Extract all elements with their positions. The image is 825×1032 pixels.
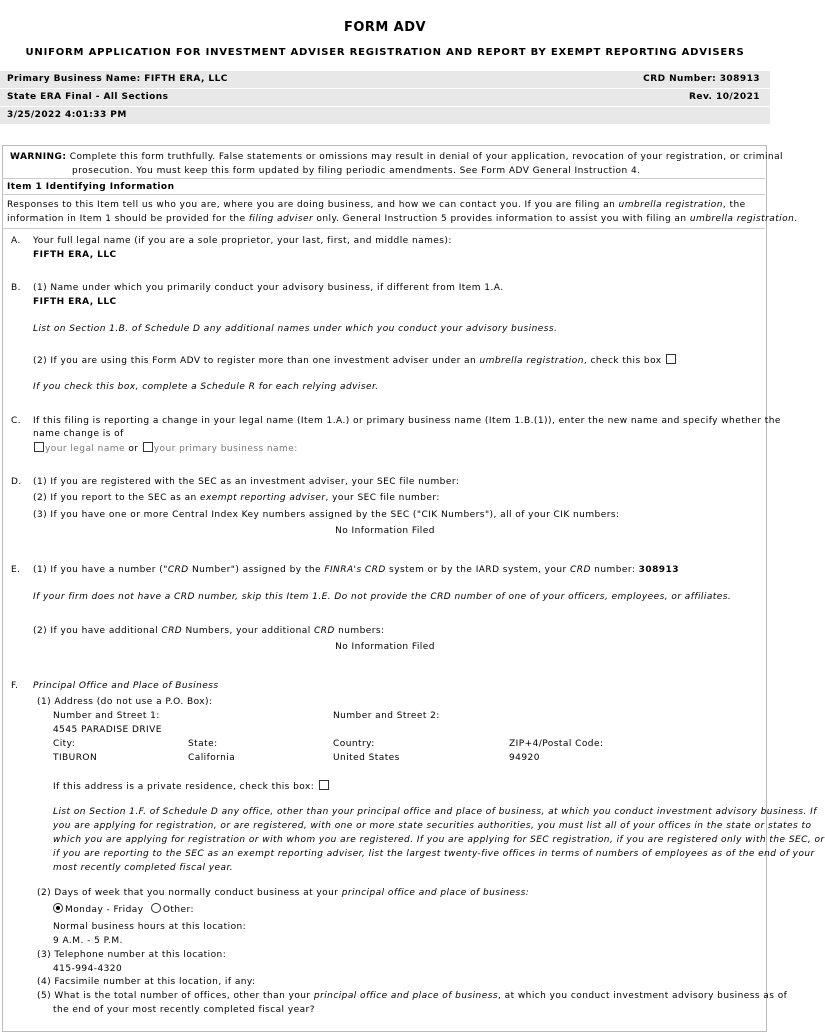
section-c-options <box>33 442 298 454</box>
hours-value: 9 A.M. - 5 P.M. <box>53 936 123 946</box>
street1-label: Number and Street 1: <box>53 711 160 721</box>
question-text: , at which you conduct investment advisory business as of <box>497 991 788 1001</box>
warning-line-2: prosecution. You must keep this form updated by filing periodic amendments. See Form ADV General Instruction 4. <box>72 166 641 176</box>
section-e-question-1 <box>33 565 679 575</box>
section-f-note-line-4: if you are reporting to the SEC as an exempt reporting adviser, list the largest twenty-five offices in terms of numbers of employees as of the end of your <box>53 849 815 859</box>
intro-emphasis: filing adviser <box>248 214 314 224</box>
question-text: (2) If you report to the SEC as an <box>33 493 201 503</box>
warning-label: WARNING: <box>10 152 67 162</box>
divider <box>2 194 765 195</box>
question-text: system or by the IARD system, your <box>385 565 571 575</box>
item1-heading: Item 1 Identifying Information <box>7 182 175 192</box>
question-emphasis: CRD <box>161 626 183 636</box>
question-text: (5) What is the total number of offices, other than your <box>37 991 314 1001</box>
other-days-radio[interactable] <box>151 903 161 913</box>
offices-question <box>37 991 787 1001</box>
section-f-note-line-5: most recently completed fiscal year. <box>53 863 234 873</box>
monday-friday-label: Monday - Friday <box>65 905 144 915</box>
hours-label: Normal business hours at this location: <box>53 922 247 932</box>
street2-label: Number and Street 2: <box>333 711 440 721</box>
question-text: (2) If you have additional <box>33 626 162 636</box>
other-days-label: Other: <box>162 905 194 915</box>
section-b-note-2: If you check this box, complete a Schedule R for each relying adviser. <box>33 382 379 392</box>
section-b-question-1: (1) Name under which you primarily conduct your advisory business, if different from Item 1.A. <box>33 283 504 293</box>
question-emphasis: principal office and place of business <box>313 991 498 1001</box>
question-text: numbers: <box>334 626 385 636</box>
country-label: Country: <box>333 739 375 749</box>
private-residence-question <box>53 780 330 792</box>
question-text: number: <box>590 565 639 575</box>
filing-type: State ERA Final - All Sections <box>7 92 169 102</box>
warning-line-1 <box>10 152 783 162</box>
section-b-question-2 <box>33 354 677 366</box>
header-row-business <box>0 71 770 88</box>
section-c-line-2: name change is of <box>33 429 124 439</box>
question-text: , your SEC file number: <box>325 493 440 503</box>
business-name-change-checkbox[interactable] <box>143 442 153 452</box>
timestamp: 3/25/2022 4:01:33 PM <box>7 110 127 120</box>
section-e-question-2 <box>33 626 385 636</box>
section-d-question-1: (1) If you are registered with the SEC as an investment adviser, your SEC file number: <box>33 477 460 487</box>
section-c-letter: C. <box>11 416 22 426</box>
header-row-filing <box>0 89 770 106</box>
question-emphasis: CRD <box>167 565 189 575</box>
legal-name-value: FIFTH ERA, LLC <box>33 250 117 260</box>
question-text: Numbers, your additional <box>182 626 314 636</box>
form-subtitle: UNIFORM APPLICATION FOR INVESTMENT ADVISER REGISTRATION AND REPORT BY EXEMPT REPORTING ADVISERS <box>25 47 745 58</box>
section-f-letter: F. <box>11 681 19 691</box>
question-text: (1) If you have a number (" <box>33 565 168 575</box>
intro-text: . <box>794 214 798 224</box>
intro-emphasis: umbrella registration <box>689 214 795 224</box>
warning-text-1: Complete this form truthfully. False statements or omissions may result in denial of your application, revocation of your registration, or criminal <box>69 152 783 162</box>
crd-value: 308913 <box>638 565 679 575</box>
item1-intro-line-2 <box>7 214 798 224</box>
phone-value: 415-994-4320 <box>53 964 123 974</box>
question-text: If this address is a private residence, check this box: <box>53 782 315 792</box>
section-d-letter: D. <box>11 477 22 487</box>
crd-number: CRD Number: 308913 <box>643 74 760 84</box>
divider <box>2 178 765 179</box>
question-text: (2) If you are using this Form ADV to register more than one investment adviser under an <box>33 356 480 366</box>
umbrella-registration-checkbox[interactable] <box>666 354 676 364</box>
revision: Rev. 10/2021 <box>689 92 760 102</box>
legal-name-option-label: your legal name <box>45 444 125 454</box>
section-e-letter: E. <box>11 565 21 575</box>
item1-intro-line-1 <box>7 200 746 210</box>
address-question: (1) Address (do not use a P.O. Box): <box>37 697 213 707</box>
zip-value: 94920 <box>509 753 540 763</box>
section-c-line-1: If this filing is reporting a change in your legal name (Item 1.A.) or primary business name (Item 1.B.(1)), enter the new name and specify whether the <box>33 416 781 426</box>
intro-text: only. General Instruction 5 provides information to assist you with filing an <box>313 214 690 224</box>
fax-question: (4) Facsimile number at this location, if any: <box>37 977 256 987</box>
cik-no-info: No Information Filed <box>335 526 435 536</box>
or-text: or <box>128 444 139 454</box>
question-text: , check this box <box>583 356 662 366</box>
section-a-letter: A. <box>11 236 21 246</box>
country-value: United States <box>333 753 400 763</box>
zip-label: ZIP+4/Postal Code: <box>509 739 604 749</box>
question-emphasis: CRD <box>313 626 335 636</box>
days-question <box>37 888 529 898</box>
legal-name-change-checkbox[interactable] <box>34 442 44 452</box>
intro-text: Responses to this Item tell us who you are, where you are doing business, and how we can contact you. If you are filing an <box>7 200 619 210</box>
intro-emphasis: umbrella registration <box>618 200 723 210</box>
section-e-note: If your firm does not have a CRD number, skip this Item 1.E. Do not provide the CRD number of one of your officers, employees, or affiliates. <box>33 592 732 602</box>
question-text: (2) Days of week that you normally conduct business at your <box>37 888 342 898</box>
section-b-note-1: List on Section 1.B. of Schedule D any additional names under which you conduct your advisory business. <box>33 324 558 334</box>
section-f-heading: Principal Office and Place of Business <box>33 681 219 691</box>
header-row-timestamp <box>0 107 770 124</box>
section-a-question: Your full legal name (if you are a sole proprietor, your last, first, and middle names): <box>33 236 452 246</box>
section-f-note-line-3: which you are applying for registration or with whom you are registered. If you are applying for SEC registration, if you are registered only with the SEC, or <box>53 835 825 845</box>
business-name-option-label: your primary business name: <box>153 444 298 454</box>
question-emphasis: principal office and place of business: <box>341 888 530 898</box>
intro-text: , the <box>722 200 746 210</box>
business-name-value: FIFTH ERA, LLC <box>33 297 117 307</box>
question-emphasis: FINRA's CRD <box>324 565 386 575</box>
section-f-note-line-2: you are applying for registration, or are registered, with one or more state securities authorities, you must list all of your offices in the state or states to <box>53 821 812 831</box>
days-options <box>53 903 194 915</box>
divider <box>2 228 765 229</box>
phone-question: (3) Telephone number at this location: <box>37 950 227 960</box>
question-emphasis: exempt reporting adviser <box>200 493 326 503</box>
state-value: California <box>188 753 236 763</box>
question-emphasis: CRD <box>570 565 591 575</box>
question-emphasis: umbrella registration <box>479 356 584 366</box>
form-title: FORM ADV <box>344 20 426 35</box>
city-label: City: <box>53 739 76 749</box>
primary-business-name: Primary Business Name: FIFTH ERA, LLC <box>7 74 228 84</box>
question-text: Number") assigned by the <box>188 565 325 575</box>
monday-friday-radio[interactable] <box>53 903 63 913</box>
form-frame <box>2 145 767 1032</box>
section-d-question-2 <box>33 493 440 503</box>
state-label: State: <box>188 739 218 749</box>
private-residence-checkbox[interactable] <box>319 780 329 790</box>
offices-question-line-2: the end of your most recently completed fiscal year? <box>53 1005 315 1015</box>
street1-value: 4545 PARADISE DRIVE <box>53 725 162 735</box>
city-value: TIBURON <box>53 753 98 763</box>
section-d-question-3: (3) If you have one or more Central Index Key numbers assigned by the SEC ("CIK Numbers"), all of your CIK numbers: <box>33 510 620 520</box>
additional-crd-no-info: No Information Filed <box>335 642 435 652</box>
section-f-note-line-1: List on Section 1.F. of Schedule D any office, other than your principal office and place of business, at which you conduct investment advisory business. If <box>53 807 817 817</box>
section-b-letter: B. <box>11 283 21 293</box>
intro-text: information in Item 1 should be provided for the <box>7 214 249 224</box>
